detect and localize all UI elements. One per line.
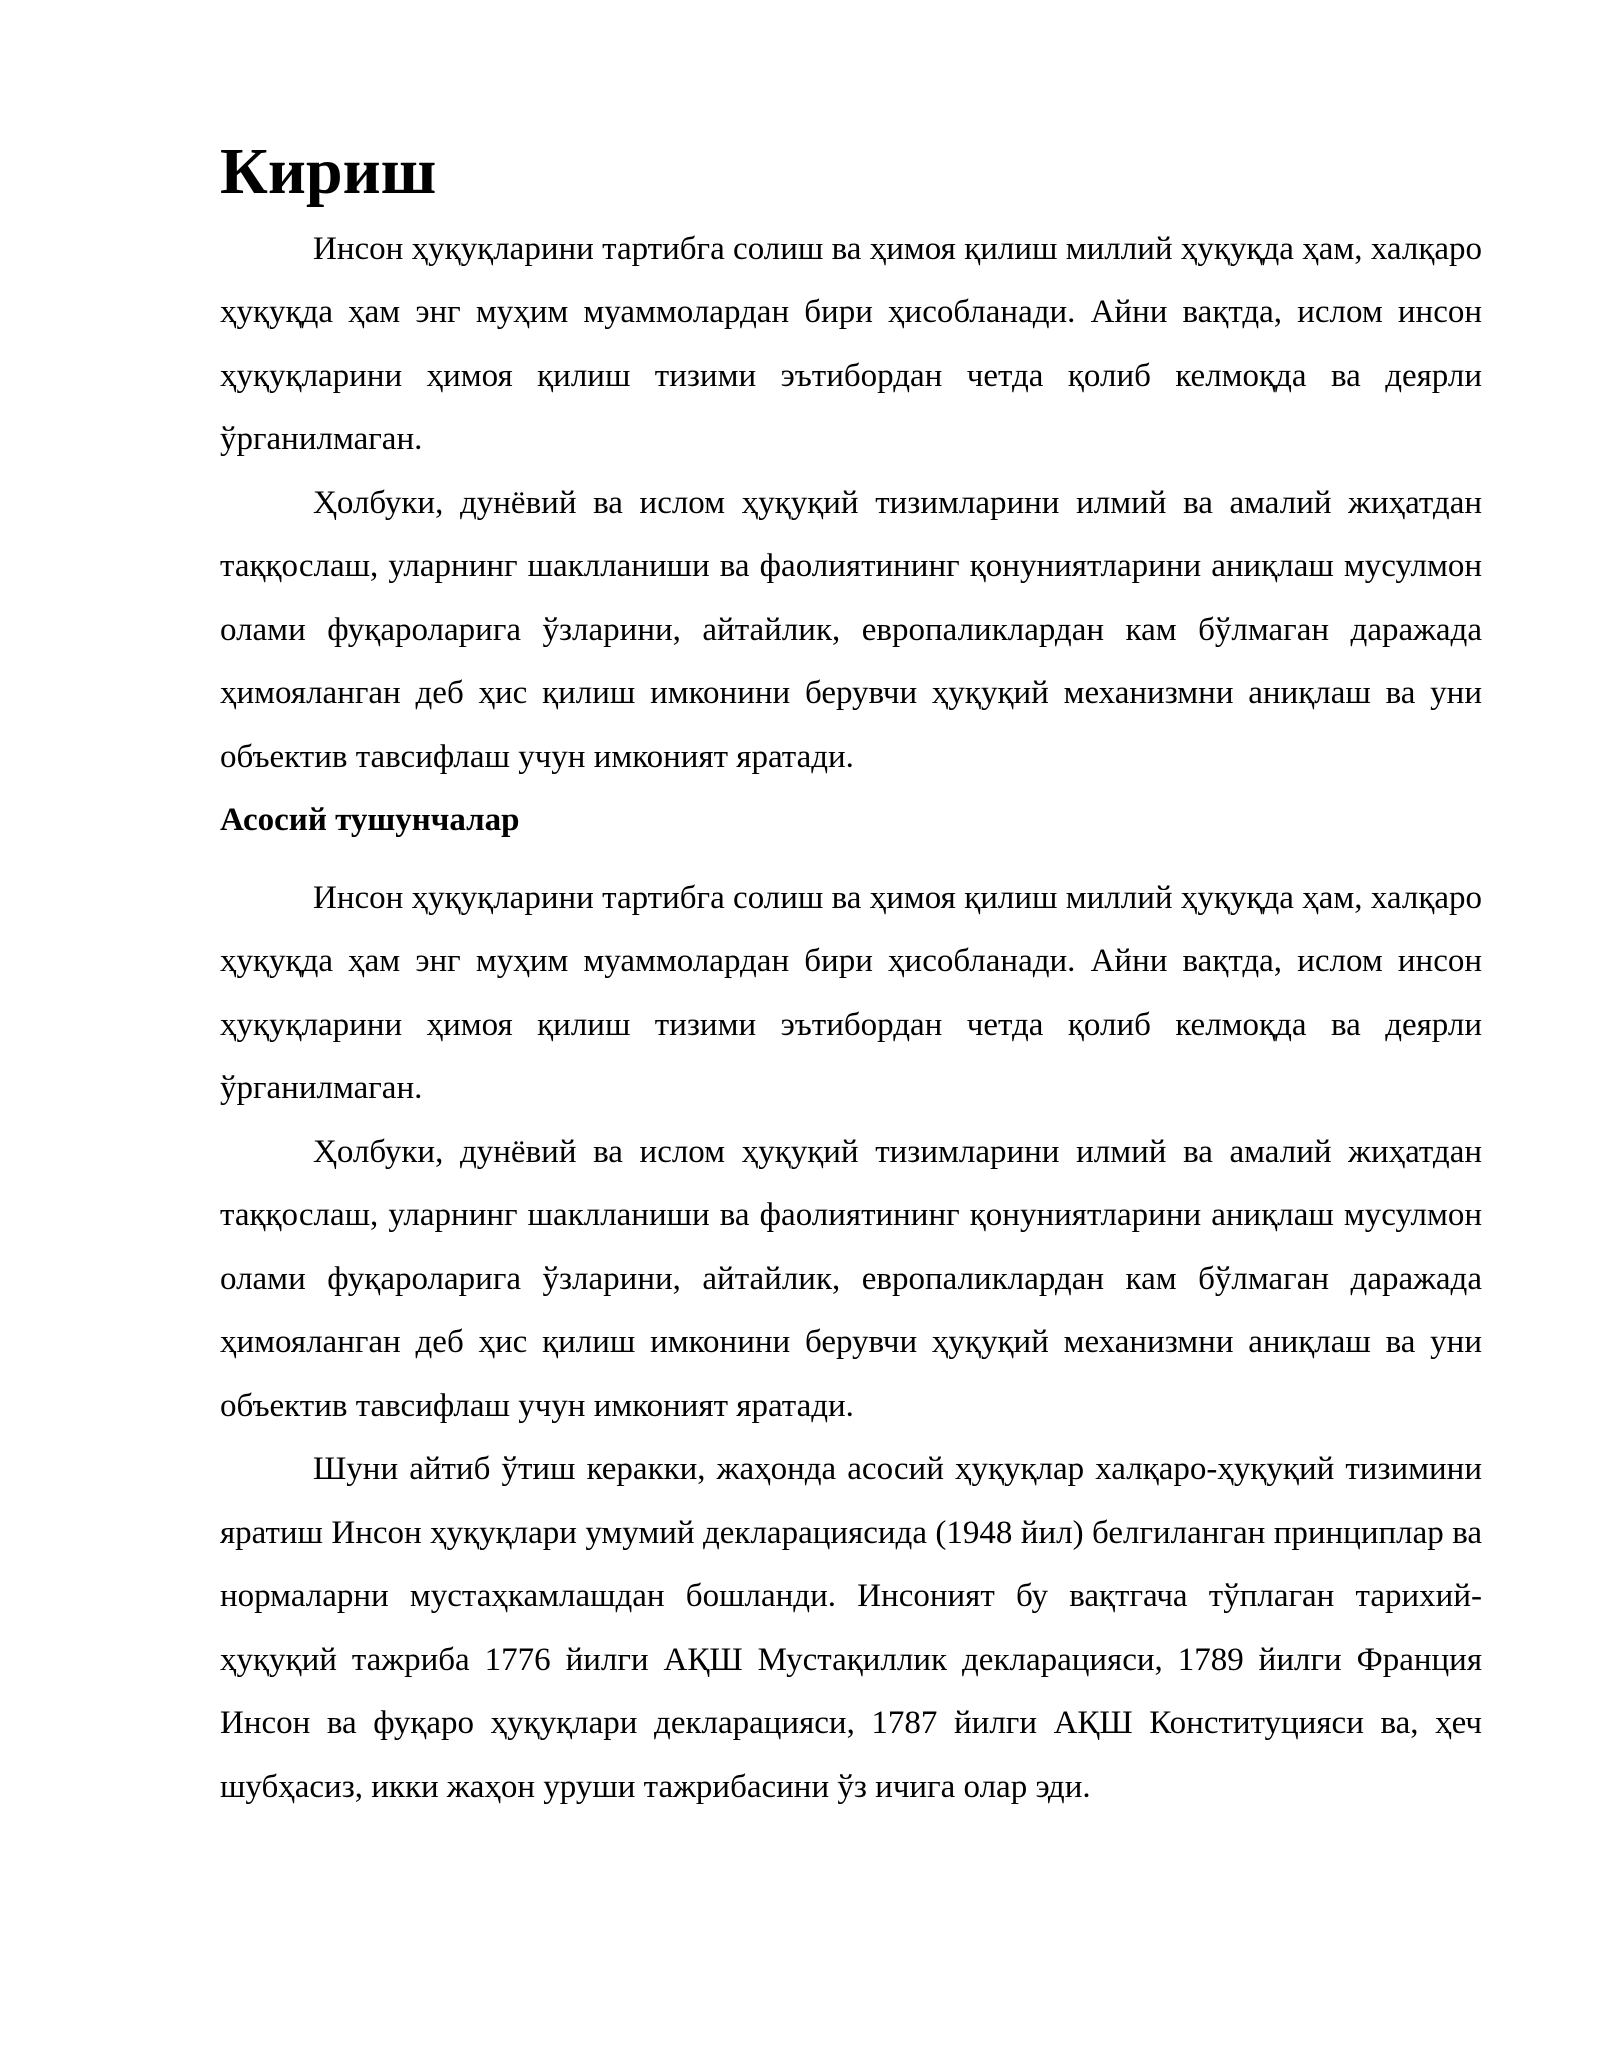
paragraph: Инсон ҳуқуқларини тартибга солиш ва ҳимоя қилиш миллий ҳуқуқда ҳам, халқаро ҳуқуқда ҳам энг муҳим муаммолардан бири ҳисобланади. Айни вақтда, ислом инсон ҳуқуқларини ҳимоя қилиш тизими эътибордан четда қолиб келмоқда ва деярли ўрганилмаган.	[220, 879, 1482, 1106]
section-heading-introduction: Кириш	[220, 135, 437, 208]
paragraph: Ҳолбуки, дунёвий ва ислом ҳуқуқий тизимларини илмий ва амалий жиҳатдан таққослаш, уларнинг шаклланиши ва фаолиятининг қонуниятларини аниқлаш мусулмон олами фуқароларига ўзларини, айтайлик, европаликлардан кам бўлмаган даражада ҳимояланган деб ҳис қилиш имконини берувчи ҳуқуқий механизмни аниқлаш ва уни объектив тавсифлаш учун имконият яратади.	[220, 484, 1482, 775]
section-heading-basic-concepts: Асосий тушунчалар	[220, 802, 520, 838]
document-page	[220, 135, 1482, 1819]
paragraph: Ҳолбуки, дунёвий ва ислом ҳуқуқий тизимларини илмий ва амалий жиҳатдан таққослаш, уларнинг шаклланиши ва фаолиятининг қонуниятларини аниқлаш мусулмон олами фуқароларига ўзларини, айтайлик, европаликлардан кам бўлмаган даражада ҳимояланган деб ҳис қилиш имконини берувчи ҳуқуқий механизмни аниқлаш ва уни объектив тавсифлаш учун имконият яратади.	[220, 1133, 1482, 1424]
paragraph: Инсон ҳуқуқларини тартибга солиш ва ҳимоя қилиш миллий ҳуқуқда ҳам, халқаро ҳуқуқда ҳам энг муҳим муаммолардан бири ҳисобланади. Айни вақтда, ислом инсон ҳуқуқларини ҳимоя қилиш тизими эътибордан четда қолиб келмоқда ва деярли ўрганилмаган.	[220, 230, 1482, 457]
paragraph: Шуни айтиб ўтиш керакки, жаҳонда асосий ҳуқуқлар халқаро-ҳуқуқий тизимини яратиш Инсон ҳуқуқлари умумий декларациясида (1948 йил) белгиланган принциплар ва нормаларни мустаҳкамлашдан бошланди. Инсоният бу вақтгача тўплаган тарихий-ҳуқуқий тажриба 1776 йилги АҚШ Мустақиллик декларацияси, 1789 йилги Франция Инсон ва фуқаро ҳуқуқлари декларацияси, 1787 йилги АҚШ Конституцияси ва, ҳеч шубҳасиз, икки жаҳон уруши тажрибасини ўз ичига олар эди.	[220, 1451, 1482, 1805]
